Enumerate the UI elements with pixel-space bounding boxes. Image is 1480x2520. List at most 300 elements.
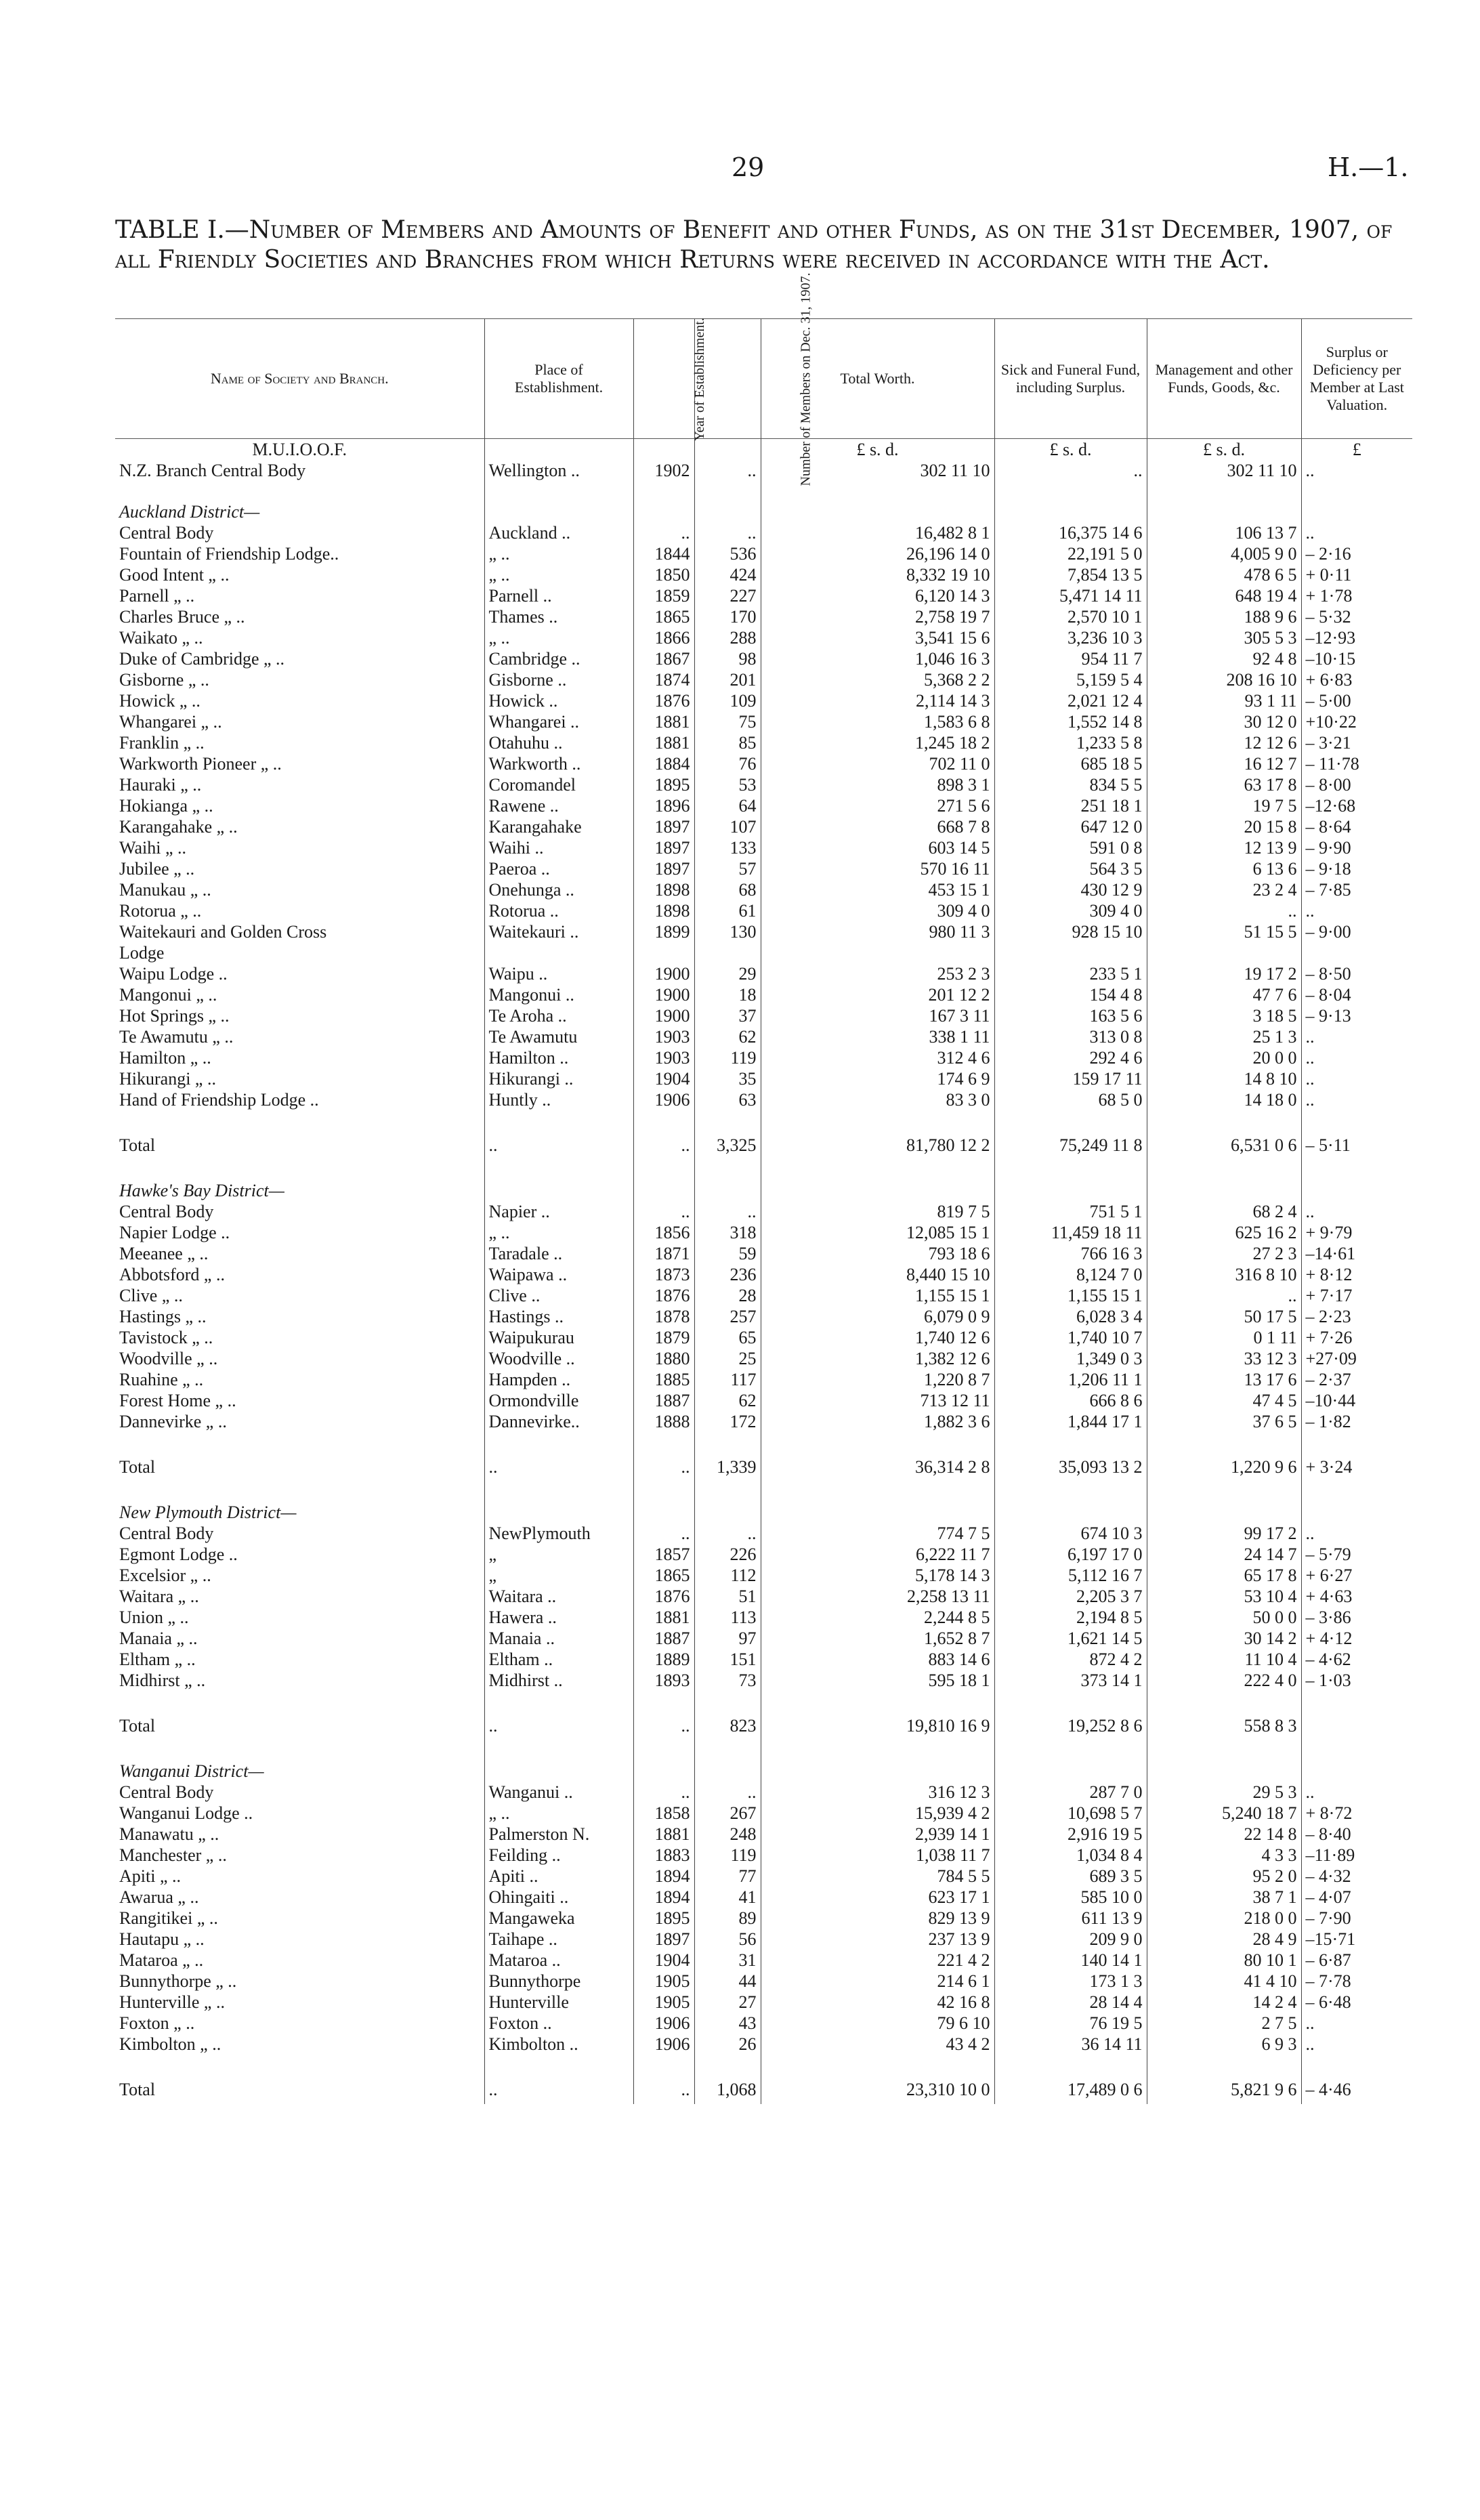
cell-sick (994, 942, 1147, 963)
cell-worth: 316 12 3 (761, 1782, 994, 1803)
spacer-cell (633, 1432, 694, 1452)
cell-sick: 159 17 11 (994, 1068, 1147, 1089)
cell-surplus: .. (1301, 2013, 1412, 2034)
spacer-cell (484, 1160, 633, 1180)
unit-label-surplus: £ (1301, 439, 1412, 461)
cell-place: Napier .. (484, 1201, 633, 1222)
table-row (115, 1670, 1412, 1691)
cell-sick: 5,471 14 11 (994, 585, 1147, 606)
cell-sick: 766 16 3 (994, 1243, 1147, 1264)
total-surplus (1301, 1711, 1412, 1740)
cell-sick: .. (994, 460, 1147, 481)
cell-members: 51 (694, 1586, 761, 1607)
unit-label-worth: £ s. d. (761, 439, 994, 461)
table-row (115, 1327, 1412, 1348)
spacer-cell (761, 1761, 994, 1782)
cell-name: Rotorua „ .. (119, 901, 202, 921)
cell-worth: 302 11 10 (761, 460, 994, 481)
table-row (115, 753, 1412, 774)
table-row (115, 1950, 1412, 1971)
cell-surplus: – 9·13 (1301, 1005, 1412, 1026)
cell-year: 1865 (633, 606, 694, 627)
cell-sick: 564 3 5 (994, 858, 1147, 879)
spacer-cell (484, 2055, 633, 2075)
spacer-cell (761, 2055, 994, 2075)
spacer-cell (633, 1740, 694, 1761)
total-sick: 75,249 11 8 (994, 1131, 1147, 1160)
table-row (115, 585, 1412, 606)
table-row (115, 921, 1412, 942)
table-body (115, 439, 1412, 2105)
spacer-cell (484, 1180, 633, 1201)
table-row (115, 1369, 1412, 1390)
table-row (115, 1565, 1412, 1586)
district-heading-row (115, 1502, 1412, 1523)
spacer-cell (115, 481, 484, 501)
cell-members: 112 (694, 1565, 761, 1586)
cell-year: 1906 (633, 1089, 694, 1110)
total-label: Total (119, 2080, 156, 2099)
cell-members (694, 942, 761, 963)
cell-surplus: – 6·87 (1301, 1950, 1412, 1971)
spacer-cell (1301, 1160, 1412, 1180)
table-row (115, 795, 1412, 816)
cell-mgmt: 30 14 2 (1147, 1628, 1301, 1649)
cell-sick: 666 8 6 (994, 1390, 1147, 1411)
cell-members: 113 (694, 1607, 761, 1628)
cell-sick: 209 9 0 (994, 1929, 1147, 1950)
cell-name: Te Awamutu „ .. (119, 1027, 234, 1047)
cell-year: 1874 (633, 669, 694, 690)
cell-year: 1880 (633, 1348, 694, 1369)
cell-sick: 287 7 0 (994, 1782, 1147, 1803)
cell-surplus: – 8·00 (1301, 774, 1412, 795)
cell-members: 63 (694, 1089, 761, 1110)
total-surplus: – 4·46 (1301, 2075, 1412, 2104)
table-title-text: Number of Members and Amounts of Benefit and other Funds, as on the 31st December, 1907, of all Friendly Societies and Branches from which Returns were received in accordance with the Act. (115, 216, 1393, 274)
table-row (115, 711, 1412, 732)
cell-year: 1895 (633, 774, 694, 795)
total-members: 1,068 (694, 2075, 761, 2104)
cell-year: 1903 (633, 1026, 694, 1047)
cell-year: 1856 (633, 1222, 694, 1243)
spacer-cell (633, 1110, 694, 1131)
cell-members: 77 (694, 1866, 761, 1887)
cell-sick: 173 1 3 (994, 1971, 1147, 1992)
total-mgmt: 558 8 3 (1147, 1711, 1301, 1740)
cell-mgmt: 4 3 3 (1147, 1845, 1301, 1866)
cell-place: Coromandel (484, 774, 633, 795)
cell-sick: 309 4 0 (994, 900, 1147, 921)
spacer-cell (1301, 481, 1412, 501)
cell-mgmt: 22 14 8 (1147, 1824, 1301, 1845)
cell-worth: 15,939 4 2 (761, 1803, 994, 1824)
cell-sick: 591 0 8 (994, 837, 1147, 858)
spacer-cell (1301, 1740, 1412, 1761)
cell-worth: 702 11 0 (761, 753, 994, 774)
total-label: Total (119, 1135, 156, 1155)
cell-name: Warkworth Pioneer „ .. (119, 754, 282, 774)
cell-name: Hautapu „ .. (119, 1929, 205, 1949)
cell-surplus: .. (1301, 2034, 1412, 2055)
cell-surplus: + 9·79 (1301, 1222, 1412, 1243)
cell-name: Waihi „ .. (119, 838, 186, 858)
cell-place: Hawera .. (484, 1607, 633, 1628)
spacer-cell (633, 501, 694, 522)
cell-mgmt: 2 7 5 (1147, 2013, 1301, 2034)
cell-surplus: + 8·72 (1301, 1803, 1412, 1824)
cell-sick: 154 4 8 (994, 984, 1147, 1005)
cell-sick: 2,194 8 5 (994, 1607, 1147, 1628)
spacer-cell (694, 1432, 761, 1452)
table-row (115, 1243, 1412, 1264)
cell-worth: 2,114 14 3 (761, 690, 994, 711)
table-row (115, 1908, 1412, 1929)
cell-year: 1899 (633, 921, 694, 942)
cell-name: Whangarei „ .. (119, 712, 222, 732)
district-heading-row (115, 1180, 1412, 1201)
spacer-cell (1147, 1180, 1301, 1201)
cell-surplus: .. (1301, 1201, 1412, 1222)
spacer-cell (633, 1502, 694, 1523)
cell-surplus: – 8·40 (1301, 1824, 1412, 1845)
cell-worth: 338 1 11 (761, 1026, 994, 1047)
cell-worth: 5,368 2 2 (761, 669, 994, 690)
cell-members: 44 (694, 1971, 761, 1992)
cell-sick: 6,028 3 4 (994, 1306, 1147, 1327)
col-header-sick-fund: Sick and Funeral Fund, including Surplus. (994, 319, 1147, 439)
col-header-members-text: Number of Members on Dec. 31, 1907. (797, 272, 813, 486)
cell-place: „ .. (484, 1222, 633, 1243)
cell-mgmt: 14 18 0 (1147, 1089, 1301, 1110)
cell-year: 1887 (633, 1390, 694, 1411)
cell-worth: 167 3 11 (761, 1005, 994, 1026)
district-name: Wanganui District— (119, 1761, 264, 1781)
spacer-cell (633, 2055, 694, 2075)
table-row (115, 1782, 1412, 1803)
cell-year: 1881 (633, 1607, 694, 1628)
cell-worth: 1,038 11 7 (761, 1845, 994, 1866)
cell-mgmt: 38 7 1 (1147, 1887, 1301, 1908)
cell-name: Egmont Lodge .. (119, 1545, 238, 1564)
cell-members: 248 (694, 1824, 761, 1845)
district-total-row (115, 1131, 1412, 1160)
total-place: .. (484, 1711, 633, 1740)
cell-year: 1900 (633, 963, 694, 984)
cell-year: 1881 (633, 1824, 694, 1845)
cell-sick: 647 12 0 (994, 816, 1147, 837)
cell-surplus: + 6·83 (1301, 669, 1412, 690)
total-worth: 81,780 12 2 (761, 1131, 994, 1160)
cell-name: Hot Springs „ .. (119, 1006, 230, 1026)
cell-members: 133 (694, 837, 761, 858)
cell-name: Waipu Lodge .. (119, 964, 228, 984)
cell-sick: 585 10 0 (994, 1887, 1147, 1908)
cell-mgmt: 41 4 10 (1147, 1971, 1301, 1992)
cell-sick: 36 14 11 (994, 2034, 1147, 2055)
cell-sick: 685 18 5 (994, 753, 1147, 774)
cell-year: 1889 (633, 1649, 694, 1670)
table-row (115, 1201, 1412, 1222)
cell-worth: 6,222 11 7 (761, 1544, 994, 1565)
cell-members: 172 (694, 1411, 761, 1432)
cell-name: Meeanee „ .. (119, 1244, 209, 1263)
cell-year: 1897 (633, 837, 694, 858)
cell-sick: 3,236 10 3 (994, 627, 1147, 648)
spacer-cell (1147, 1160, 1301, 1180)
cell-name: Forest Home „ .. (119, 1391, 236, 1410)
cell-worth: 570 16 11 (761, 858, 994, 879)
cell-worth: 6,120 14 3 (761, 585, 994, 606)
spacer-cell (484, 1691, 633, 1711)
total-year: .. (633, 1131, 694, 1160)
cell-year: 1903 (633, 1047, 694, 1068)
unit-label-mgmt: £ s. d. (1147, 439, 1301, 461)
table-row (115, 1992, 1412, 2013)
cell-place: Rotorua .. (484, 900, 633, 921)
cell-year: 1883 (633, 1845, 694, 1866)
cell-surplus: – 5·00 (1301, 690, 1412, 711)
cell-mgmt: 5,240 18 7 (1147, 1803, 1301, 1824)
cell-surplus: + 7·26 (1301, 1327, 1412, 1348)
spacer-cell (694, 1740, 761, 1761)
cell-year: 1894 (633, 1887, 694, 1908)
cell-sick: 611 13 9 (994, 1908, 1147, 1929)
cell-name: Hand of Friendship Lodge .. (119, 1090, 319, 1110)
total-surplus: + 3·24 (1301, 1452, 1412, 1482)
cell-worth: 623 17 1 (761, 1887, 994, 1908)
cell-place: Hikurangi .. (484, 1068, 633, 1089)
table-row (115, 543, 1412, 564)
cell-members: 318 (694, 1222, 761, 1243)
spacer-cell (761, 1432, 994, 1452)
spacer-cell (694, 1691, 761, 1711)
cell-place: Parnell .. (484, 585, 633, 606)
cell-worth: 2,258 13 11 (761, 1586, 994, 1607)
total-worth: 19,810 16 9 (761, 1711, 994, 1740)
cell-place: Midhirst .. (484, 1670, 633, 1691)
cell-mgmt: 188 9 6 (1147, 606, 1301, 627)
cell-name: Manaia „ .. (119, 1629, 198, 1648)
cell-name: Foxton „ .. (119, 2013, 195, 2033)
cell-sick: 1,552 14 8 (994, 711, 1147, 732)
cell-name: Napier Lodge .. (119, 1223, 230, 1242)
table-row (115, 816, 1412, 837)
cell-year: 1876 (633, 1285, 694, 1306)
spacer-cell (1147, 481, 1301, 501)
district-total-row (115, 2075, 1412, 2104)
spacer-cell (633, 1691, 694, 1711)
cell-mgmt: 30 12 0 (1147, 711, 1301, 732)
cell-mgmt: 47 7 6 (1147, 984, 1301, 1005)
total-mgmt: 5,821 9 6 (1147, 2075, 1301, 2104)
spacer-cell (1301, 1432, 1412, 1452)
cell-sick: 1,740 10 7 (994, 1327, 1147, 1348)
table-row (115, 1845, 1412, 1866)
cell-place: Gisborne .. (484, 669, 633, 690)
cell-name: N.Z. Branch Central Body (119, 461, 306, 480)
cell-place (484, 942, 633, 963)
cell-mgmt: 37 6 5 (1147, 1411, 1301, 1432)
cell-mgmt: 20 0 0 (1147, 1047, 1301, 1068)
cell-year: 1898 (633, 879, 694, 900)
spacer-cell (694, 1110, 761, 1131)
spacer-cell (115, 2055, 484, 2075)
table-row (115, 942, 1412, 963)
total-label: Total (119, 1716, 156, 1736)
cell-worth: 83 3 0 (761, 1089, 994, 1110)
cell-mgmt: 3 18 5 (1147, 1005, 1301, 1026)
cell-sick: 430 12 9 (994, 879, 1147, 900)
cell-year: 1898 (633, 900, 694, 921)
cell-mgmt: 6 9 3 (1147, 2034, 1301, 2055)
cell-name: Central Body (119, 1202, 214, 1221)
cell-place: Hastings .. (484, 1306, 633, 1327)
cell-sick: 1,206 11 1 (994, 1369, 1147, 1390)
district-heading-row (115, 501, 1412, 522)
cell-name: Franklin „ .. (119, 733, 205, 753)
cell-year: 1871 (633, 1243, 694, 1264)
table-row (115, 564, 1412, 585)
spacer-cell (633, 1761, 694, 1782)
cell-year: 1900 (633, 1005, 694, 1026)
cell-members: 75 (694, 711, 761, 732)
cell-name: Excelsior „ .. (119, 1566, 211, 1585)
cell-year: 1844 (633, 543, 694, 564)
spacer-cell (1301, 1180, 1412, 1201)
cell-name: Manawatu „ .. (119, 1824, 219, 1844)
district-heading-row (115, 1761, 1412, 1782)
total-members: 1,339 (694, 1452, 761, 1482)
cell-place: Mataroa .. (484, 1950, 633, 1971)
cell-surplus: + 6·27 (1301, 1565, 1412, 1586)
cell-worth: 6,079 0 9 (761, 1306, 994, 1327)
society-name: M.U.I.O.O.F. (252, 440, 347, 459)
cell-sick: 313 0 8 (994, 1026, 1147, 1047)
spacer-cell (994, 1740, 1147, 1761)
cell-mgmt: 27 2 3 (1147, 1243, 1301, 1264)
cell-worth: 42 16 8 (761, 1992, 994, 2013)
cell-year: 1867 (633, 648, 694, 669)
cell-worth: 8,440 15 10 (761, 1264, 994, 1285)
table-row (115, 1285, 1412, 1306)
cell-surplus: – 3·21 (1301, 732, 1412, 753)
cell-members: 62 (694, 1390, 761, 1411)
cell-name: Hokianga „ .. (119, 796, 213, 816)
cell-place: Howick .. (484, 690, 633, 711)
cell-name: Apiti „ .. (119, 1866, 181, 1886)
spacer-row (115, 1110, 1412, 1131)
cell-place: Mangaweka (484, 1908, 633, 1929)
cell-worth: 271 5 6 (761, 795, 994, 816)
cell-place: Hunterville (484, 1992, 633, 2013)
cell-place: Thames .. (484, 606, 633, 627)
total-worth: 23,310 10 0 (761, 2075, 994, 2104)
col-header-surplus: Surplus or Deficiency per Member at Last Valuation. (1301, 319, 1412, 439)
total-place: .. (484, 1131, 633, 1160)
table-row (115, 669, 1412, 690)
cell-name: Gisborne „ .. (119, 670, 209, 690)
cell-place: NewPlymouth (484, 1523, 633, 1544)
cell-mgmt: 12 13 9 (1147, 837, 1301, 858)
cell-surplus: – 2·23 (1301, 1306, 1412, 1327)
cell-members: 37 (694, 1005, 761, 1026)
cell-members: 89 (694, 1908, 761, 1929)
cell-members: 98 (694, 648, 761, 669)
spacer-cell (694, 1160, 761, 1180)
cell-surplus: + 7·17 (1301, 1285, 1412, 1306)
cell-place: Hamilton .. (484, 1047, 633, 1068)
col-header-place: Place of Establishment. (484, 319, 633, 439)
cell-name: Kimbolton „ .. (119, 2034, 221, 2054)
cell-members: 130 (694, 921, 761, 942)
table-row (115, 1264, 1412, 1285)
table-row (115, 1929, 1412, 1950)
table-row (115, 1089, 1412, 1110)
cell-year: 1900 (633, 984, 694, 1005)
cell-members: 226 (694, 1544, 761, 1565)
cell-place: Waipukurau (484, 1327, 633, 1348)
cell-place: Foxton .. (484, 2013, 633, 2034)
society-heading-row (115, 439, 1412, 461)
spacer-cell (761, 1482, 994, 1502)
cell-sick: 140 14 1 (994, 1950, 1147, 1971)
cell-year: .. (633, 1523, 694, 1544)
table-row (115, 1586, 1412, 1607)
cell-members: 59 (694, 1243, 761, 1264)
cell-surplus: + 0·11 (1301, 564, 1412, 585)
cell-sick: 689 3 5 (994, 1866, 1147, 1887)
cell-mgmt: 99 17 2 (1147, 1523, 1301, 1544)
col-header-year-text: Year of Establishment. (692, 318, 707, 441)
cell-place: Waipawa .. (484, 1264, 633, 1285)
cell-sick: 2,205 3 7 (994, 1586, 1147, 1607)
spacer-cell (694, 501, 761, 522)
table-row (115, 522, 1412, 543)
cell-sick: 1,621 14 5 (994, 1628, 1147, 1649)
cell-mgmt: 208 16 10 (1147, 669, 1301, 690)
cell-members: 29 (694, 963, 761, 984)
cell-name: Tavistock „ .. (119, 1328, 213, 1347)
cell-place: Feilding .. (484, 1845, 633, 1866)
cell-surplus: – 4·32 (1301, 1866, 1412, 1887)
cell-surplus: .. (1301, 460, 1412, 481)
cell-place: Cambridge .. (484, 648, 633, 669)
cell-members: 107 (694, 816, 761, 837)
cell-sick: 928 15 10 (994, 921, 1147, 942)
cell-name: Ruahine „ .. (119, 1370, 204, 1389)
cell-worth (761, 942, 994, 963)
cell-place: Wanganui .. (484, 1782, 633, 1803)
cell-surplus: –12·93 (1301, 627, 1412, 648)
table-row (115, 690, 1412, 711)
cell-name: Fountain of Friendship Lodge.. (119, 544, 339, 564)
table-row (115, 627, 1412, 648)
total-surplus: – 5·11 (1301, 1131, 1412, 1160)
cell-year: 1858 (633, 1803, 694, 1824)
cell-sick: 954 11 7 (994, 648, 1147, 669)
cell-name: Abbotsford „ .. (119, 1265, 225, 1284)
spacer-cell (994, 1432, 1147, 1452)
cell-surplus: + 8·12 (1301, 1264, 1412, 1285)
cell-mgmt: 23 2 4 (1147, 879, 1301, 900)
cell-mgmt: 24 14 7 (1147, 1544, 1301, 1565)
spacer-cell (484, 1761, 633, 1782)
spacer-cell (761, 1502, 994, 1523)
cell-members: 288 (694, 627, 761, 648)
cell-worth: 774 7 5 (761, 1523, 994, 1544)
cell-year: .. (633, 1782, 694, 1803)
